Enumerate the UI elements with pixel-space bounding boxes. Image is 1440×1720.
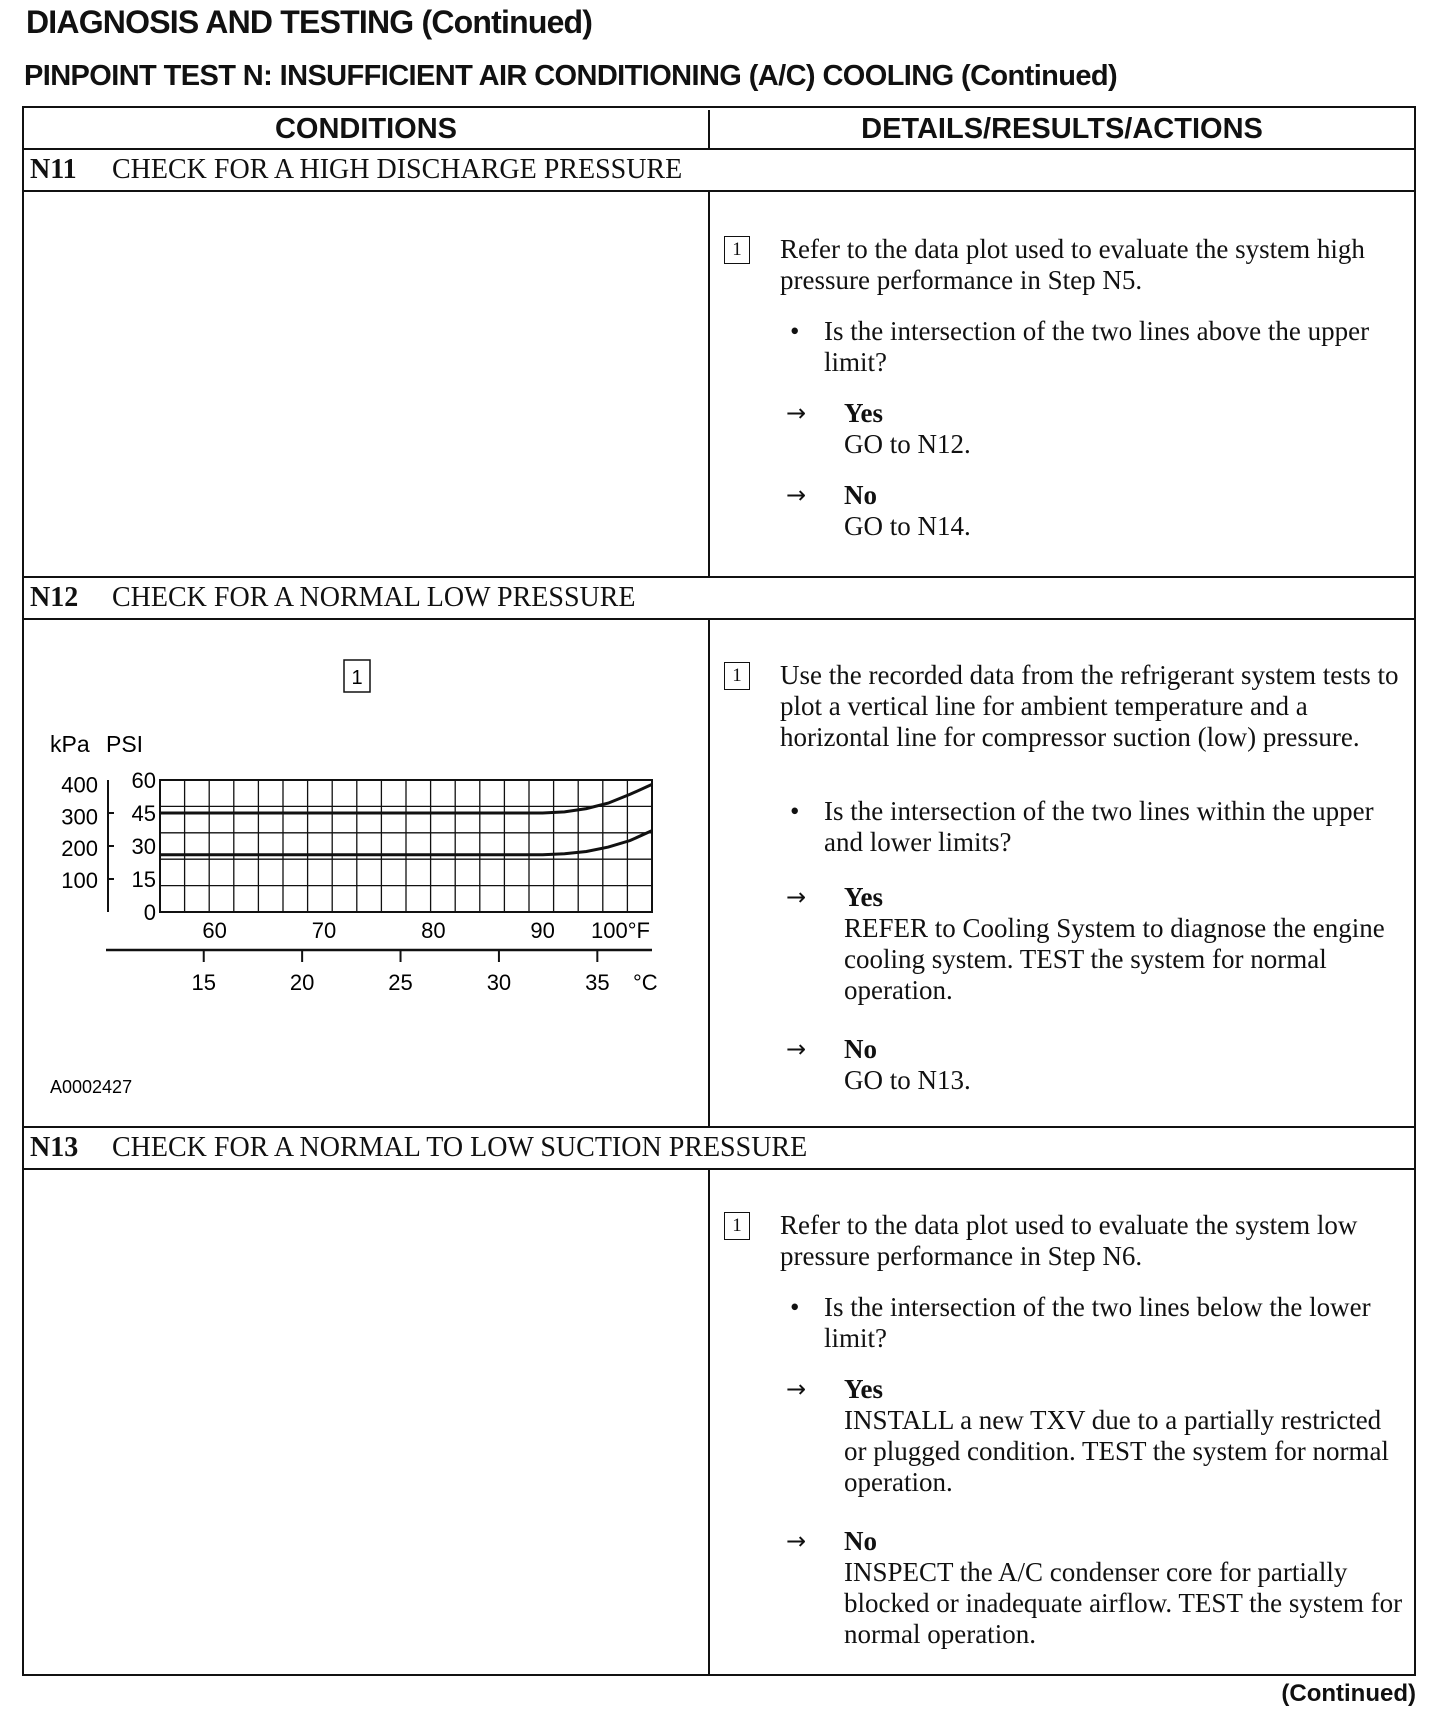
fahrenheit-tick-label: 70 bbox=[311, 918, 337, 943]
yes-answer bbox=[844, 882, 1404, 1006]
psi-tick-label: 0 bbox=[143, 900, 156, 925]
no-action: GO to N13. bbox=[844, 1065, 971, 1095]
celsius-tick-label: 35 bbox=[585, 970, 610, 995]
question-text: Is the intersection of the two lines within the upper and lower limits? bbox=[824, 796, 1374, 857]
kpa-tick-label: 100 bbox=[61, 868, 98, 894]
table-header bbox=[24, 108, 1414, 150]
psi-tick-label: 30 bbox=[131, 834, 156, 859]
yes-answer bbox=[844, 1374, 1404, 1498]
arrow-right-icon: → bbox=[786, 1375, 807, 1403]
section-code: N12 bbox=[30, 582, 79, 613]
no-action: GO to N14. bbox=[844, 511, 971, 541]
column-divider bbox=[708, 1170, 710, 1674]
yes-action: INSTALL a new TXV due to a partially restricted or plugged condition. TEST the system for normal operation. bbox=[844, 1405, 1389, 1497]
question-text: Is the intersection of the two lines above the upper limit? bbox=[824, 316, 1370, 377]
figure-step-number: 1 bbox=[351, 667, 363, 689]
diagnosis-table bbox=[22, 106, 1416, 1676]
psi-tick-labels bbox=[108, 768, 156, 925]
celsius-tick-label: 15 bbox=[191, 970, 216, 995]
no-label: No bbox=[844, 1034, 877, 1064]
no-label: No bbox=[844, 1526, 877, 1556]
step-text: Refer to the data plot used to evaluate the system high pressure performance in Step N5. bbox=[780, 234, 1365, 295]
section-code: N11 bbox=[30, 154, 77, 185]
y-unit-psi: PSI bbox=[106, 731, 144, 757]
details-header: DETAILS/RESULTS/ACTIONS bbox=[861, 113, 1263, 145]
celsius-ticks bbox=[191, 950, 657, 995]
step-number-box: 1 bbox=[724, 1212, 750, 1240]
yes-action: GO to N12. bbox=[844, 429, 971, 459]
psi-tick-label: 60 bbox=[131, 768, 156, 793]
section-body-n13 bbox=[24, 1170, 1414, 1674]
no-action: INSPECT the A/C condenser core for partially blocked or inadequate airflow. TEST the system for normal operation. bbox=[844, 1557, 1403, 1649]
section-title-n13 bbox=[24, 1128, 1414, 1170]
y-unit-kpa: kPa bbox=[50, 731, 90, 757]
details-cell bbox=[724, 1170, 1404, 1674]
fahrenheit-tick-labels bbox=[202, 918, 650, 943]
section-code: N13 bbox=[30, 1132, 79, 1163]
kpa-tick-labels bbox=[61, 772, 98, 893]
arrow-right-icon: → bbox=[786, 1527, 807, 1555]
arrow-right-icon: → bbox=[786, 481, 807, 509]
bullet-icon: • bbox=[790, 796, 800, 826]
yes-label: Yes bbox=[844, 1374, 883, 1404]
kpa-tick-label: 200 bbox=[61, 836, 98, 862]
details-cell bbox=[724, 620, 1404, 1126]
section-title-text: CHECK FOR A NORMAL TO LOW SUCTION PRESSURE bbox=[112, 1132, 808, 1163]
conditions-header: CONDITIONS bbox=[24, 110, 710, 148]
celsius-tick-label: 30 bbox=[486, 970, 512, 995]
bullet-icon: • bbox=[790, 316, 800, 346]
section-title-text: CHECK FOR A NORMAL LOW PRESSURE bbox=[112, 582, 636, 613]
chart-grid bbox=[160, 780, 652, 912]
celsius-tick-label: °C bbox=[632, 970, 658, 995]
arrow-right-icon: → bbox=[786, 399, 807, 427]
pinpoint-test-title: PINPOINT TEST N: INSUFFICIENT AIR CONDITIONING (A/C) COOLING (Continued) bbox=[24, 60, 1118, 92]
yes-label: Yes bbox=[844, 882, 883, 912]
step-text: Use the recorded data from the refrigerant system tests to plot a vertical line for ambient temperature and a horizontal line for compressor suction (low) pressure. bbox=[780, 660, 1399, 752]
celsius-tick-label: 20 bbox=[289, 970, 315, 995]
arrow-right-icon: → bbox=[786, 1035, 807, 1063]
psi-tick-label: 15 bbox=[131, 867, 156, 892]
yes-answer bbox=[844, 398, 1404, 460]
no-label: No bbox=[844, 480, 877, 510]
arrow-right-icon: → bbox=[786, 883, 807, 911]
no-answer bbox=[844, 1526, 1404, 1650]
column-divider bbox=[708, 192, 710, 576]
column-divider bbox=[708, 620, 710, 1126]
figure-id: A0002427 bbox=[50, 1077, 133, 1097]
yes-label: Yes bbox=[844, 398, 883, 428]
section-body-n11 bbox=[24, 192, 1414, 578]
page-title: DIAGNOSIS AND TESTING (Continued) bbox=[26, 4, 593, 40]
kpa-tick-label: 400 bbox=[61, 772, 98, 798]
step-number-box: 1 bbox=[724, 236, 750, 264]
celsius-tick-label: 25 bbox=[388, 970, 413, 995]
kpa-tick-label: 300 bbox=[61, 804, 98, 830]
section-body-n12 bbox=[24, 620, 1414, 1128]
details-cell bbox=[724, 192, 1404, 576]
yes-action: REFER to Cooling System to diagnose the engine cooling system. TEST the system for normal operation. bbox=[844, 913, 1385, 1005]
fahrenheit-tick-label: 100°F bbox=[591, 918, 650, 943]
continued-label: (Continued) bbox=[1281, 1680, 1416, 1707]
fahrenheit-tick-label: 80 bbox=[421, 918, 446, 943]
section-title-n12 bbox=[24, 578, 1414, 620]
no-answer bbox=[844, 480, 1404, 542]
step-text: Refer to the data plot used to evaluate the system low pressure performance in Step N6. bbox=[780, 1210, 1358, 1271]
step-number-box: 1 bbox=[724, 662, 750, 690]
fahrenheit-tick-label: 60 bbox=[202, 918, 227, 943]
section-title-n11 bbox=[24, 150, 1414, 192]
question-text: Is the intersection of the two lines below the lower limit? bbox=[824, 1292, 1371, 1353]
pressure-temperature-chart bbox=[24, 620, 704, 1120]
section-title-text: CHECK FOR A HIGH DISCHARGE PRESSURE bbox=[112, 154, 683, 185]
fahrenheit-tick-label: 90 bbox=[530, 918, 555, 943]
psi-tick-label: 45 bbox=[131, 801, 156, 826]
bullet-icon: • bbox=[790, 1292, 800, 1322]
no-answer bbox=[844, 1034, 1404, 1096]
